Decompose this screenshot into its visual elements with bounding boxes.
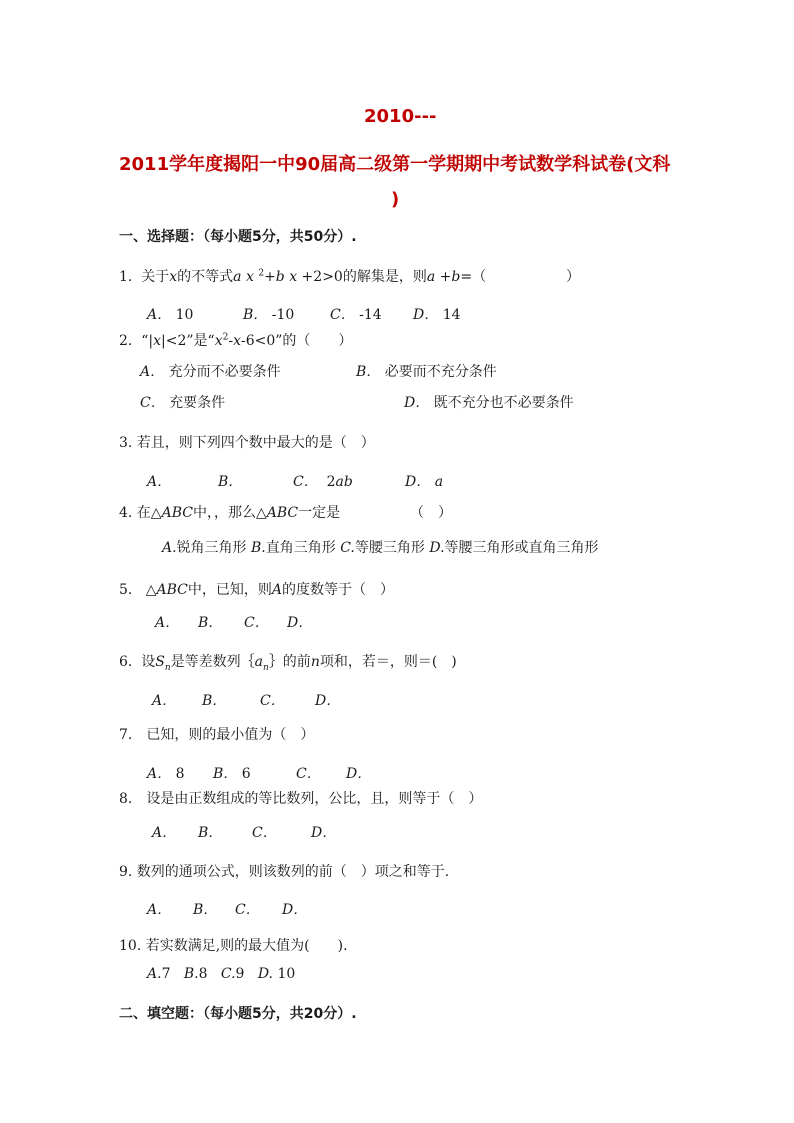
q2-number: 2. [119,333,133,349]
question-3: 3. 若且，则下列四个数中最大的是（ ） [119,435,375,451]
q9-option-a[interactable]: A． [147,902,172,918]
q1-text-a: 关于 [141,269,170,285]
q10-option-a[interactable]: A.7 [147,966,171,982]
section-fill-title: 二、填空题：（每小题5分，共20分）. [119,1006,357,1022]
q1-number: 1. [119,269,133,285]
q1-close-paren: ） [566,269,580,285]
q5-option-b[interactable]: B． [198,615,223,631]
exam-title-line2: 2011学年度揭阳一中90届高二级第一学期期中考试数学科试卷(文科 [119,154,671,175]
q3-option-c[interactable]: C． 2ab [293,474,353,490]
section-choice-title: 一、选择题：（每小题5分，共50分）. [119,229,357,245]
question-8: 8. 设是由正数组成的等比数列，公比，且，则等于（ ） [119,791,483,807]
q5-option-a[interactable]: A． [155,615,180,631]
q3-option-a[interactable]: A． [147,474,172,490]
q9-option-c[interactable]: C． [235,902,260,918]
question-7: 7. 已知，则的最小值为（ ） [119,727,315,743]
q6-option-d[interactable]: D． [315,693,341,709]
question-6: 6. 设$S_n$是等差数列$\{a_n\}$的前n项和，若＝，则＝( ) [119,654,457,673]
q3-option-b[interactable]: B． [218,474,243,490]
q2-option-c[interactable]: C． 充要条件 [140,395,226,411]
q1-var-x: x [169,269,178,285]
q6-option-c[interactable]: C． [260,693,285,709]
q1-term-ax: a x [233,269,254,285]
q4-options [162,537,599,557]
q10-option-c[interactable]: C.9 [220,966,245,982]
q9-option-d[interactable]: D． [282,902,308,918]
q1-option-c[interactable]: C． -14 [330,307,382,323]
q9-option-b[interactable]: B． [193,902,218,918]
q1-option-a[interactable]: A． 10 [147,307,194,323]
q7-option-d[interactable]: D． [346,766,372,782]
q8-option-c[interactable]: C． [252,825,277,841]
question-10: 10. 若实数满足,则的最大值为( ). [119,938,348,954]
q8-option-b[interactable]: B． [198,825,223,841]
q2-option-a[interactable]: A． 充分而不必要条件 [140,364,281,380]
q5-option-d[interactable]: D． [287,615,313,631]
q4-option-d[interactable]: D.等腰三角形或直角三角形 [429,540,599,556]
q1-text-b: 的不等式 [177,269,234,285]
q4-option-a[interactable]: A.锐角三角形 [162,540,247,556]
exam-title-line1: 2010--- [364,106,437,127]
q8-option-d[interactable]: D． [311,825,337,841]
q4-option-b[interactable]: B.直角三角形 [251,540,336,556]
q1-text-e: =（ [460,269,487,285]
q7-option-a[interactable]: A． 8 [147,766,185,782]
q7-option-c[interactable]: C． [296,766,321,782]
q6-option-b[interactable]: B． [202,693,227,709]
q4-paren: （ ） [410,505,452,521]
q8-option-a[interactable]: A． [152,825,177,841]
q10-option-d[interactable]: D. 10 [257,966,296,982]
exam-title-line3: ) [391,189,400,210]
q2-option-b[interactable]: B． 必要而不充分条件 [356,364,497,380]
q7-option-b[interactable]: B． 6 [213,766,251,782]
q1-option-d[interactable]: D． 14 [413,307,461,323]
q1-text-d: +2>0的解集是，则 [297,269,427,285]
q1-sum-ab: a +b [426,269,461,285]
question-2: 2. “|x|<2”是“$x^2-x-6<0$”的（ ） [119,332,353,349]
q2-option-d[interactable]: D． 既不充分也不必要条件 [404,395,574,411]
question-1 [119,266,486,286]
question-9: 9. 数列的通项公式，则该数列的前（ ）项之和等于. [119,864,450,880]
q1-plus: + [264,269,276,285]
q10-options [147,966,295,982]
q1-option-b[interactable]: B． -10 [243,307,295,323]
question-4: 4. 在△ABC中，，那么△ABC一定是 [119,505,341,521]
question-5: 5. △ABC中，已知，则A的度数等于（ ） [119,582,394,598]
q1-term-bx: b x [275,269,298,285]
q5-option-c[interactable]: C． [244,615,269,631]
q10-option-b[interactable]: B.8 [183,966,208,982]
q6-option-a[interactable]: A． [152,693,177,709]
q3-option-d[interactable]: D． a [405,474,444,490]
q4-option-c[interactable]: C.等腰三角形 [340,540,425,556]
q1-exponent: 2 [258,268,265,279]
